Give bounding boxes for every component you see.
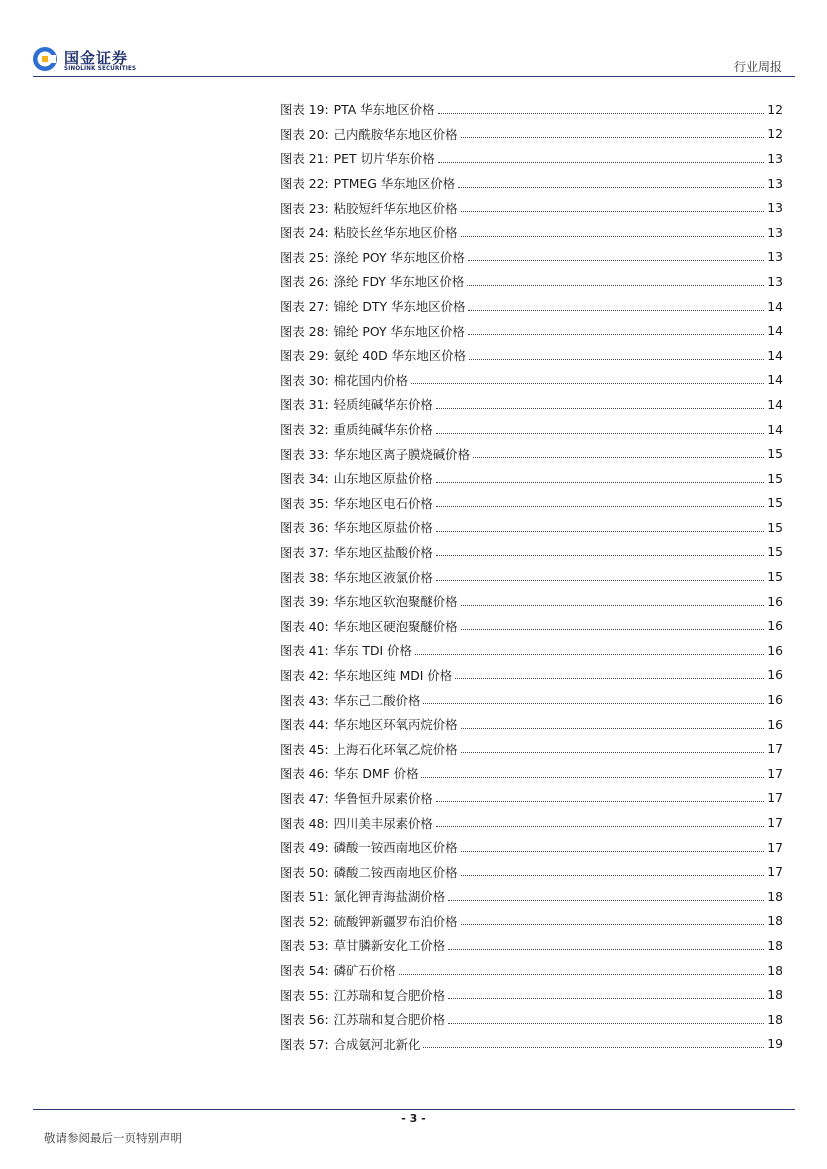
toc-entry-label: 图表 41: bbox=[280, 643, 329, 659]
toc-entry-title: 华东地区纯 MDI 价格 bbox=[333, 667, 453, 683]
toc-entry-page: 13 bbox=[767, 200, 783, 216]
footer-divider bbox=[33, 1109, 795, 1110]
toc-entry[interactable] bbox=[280, 171, 783, 196]
toc-dot-leader bbox=[448, 988, 764, 999]
toc-entry[interactable] bbox=[280, 982, 783, 1007]
toc-entry[interactable] bbox=[280, 122, 783, 147]
toc-dot-leader bbox=[468, 324, 764, 335]
toc-entry[interactable] bbox=[280, 318, 783, 343]
toc-dot-leader bbox=[458, 177, 764, 188]
toc-entry-label: 图表 36: bbox=[280, 520, 329, 536]
toc-entry-title: 华东地区软泡聚醚价格 bbox=[333, 594, 458, 610]
toc-entry-page: 16 bbox=[767, 642, 783, 658]
toc-entry-page: 17 bbox=[767, 741, 783, 757]
toc-entry-page: 18 bbox=[767, 987, 783, 1003]
toc-entry-label: 图表 35: bbox=[280, 495, 329, 511]
sinolink-logo-icon bbox=[32, 46, 58, 72]
toc-entry-label: 图表 45: bbox=[280, 741, 329, 757]
toc-dot-leader bbox=[423, 1037, 764, 1048]
toc-entry-page: 15 bbox=[767, 495, 783, 511]
toc-entry-page: 18 bbox=[767, 1011, 783, 1027]
toc-entry[interactable] bbox=[280, 269, 783, 294]
toc-dot-leader bbox=[436, 472, 764, 483]
toc-dot-leader bbox=[461, 914, 765, 925]
toc-dot-leader bbox=[467, 275, 764, 286]
toc-entry[interactable] bbox=[280, 441, 783, 466]
toc-entry-title: 氨纶 40D 华东地区价格 bbox=[333, 348, 466, 364]
toc-entry[interactable] bbox=[280, 245, 783, 270]
toc-entry-page: 17 bbox=[767, 839, 783, 855]
toc-entry-label: 图表 57: bbox=[280, 1036, 329, 1052]
toc-entry-label: 图表 28: bbox=[280, 323, 329, 339]
figure-list bbox=[280, 97, 783, 1056]
toc-entry-label: 图表 46: bbox=[280, 766, 329, 782]
toc-dot-leader bbox=[436, 545, 764, 556]
toc-dot-leader bbox=[436, 521, 764, 532]
toc-entry-page: 17 bbox=[767, 864, 783, 880]
toc-entry-page: 17 bbox=[767, 815, 783, 831]
toc-dot-leader bbox=[461, 841, 765, 852]
toc-entry-label: 图表 38: bbox=[280, 569, 329, 585]
toc-entry-title: 己内酰胺华东地区价格 bbox=[333, 126, 458, 142]
toc-entry-title: 草甘膦新安化工价格 bbox=[333, 938, 446, 954]
toc-entry-title: 江苏瑞和复合肥价格 bbox=[333, 987, 446, 1003]
toc-entry[interactable] bbox=[280, 761, 783, 786]
toc-entry-page: 18 bbox=[767, 888, 783, 904]
toc-entry[interactable] bbox=[280, 687, 783, 712]
toc-entry-page: 13 bbox=[767, 273, 783, 289]
toc-dot-leader bbox=[448, 1013, 764, 1024]
toc-dot-leader bbox=[421, 767, 764, 778]
toc-entry-page: 13 bbox=[767, 175, 783, 191]
toc-entry-title: 上海石化环氧乙烷价格 bbox=[333, 741, 458, 757]
header-divider bbox=[33, 76, 795, 77]
toc-entry-label: 图表 26: bbox=[280, 274, 329, 290]
toc-entry[interactable] bbox=[280, 810, 783, 835]
toc-entry-title: 氯化钾青海盐湖价格 bbox=[333, 889, 446, 905]
toc-entry-title: 磷酸二铵西南地区价格 bbox=[333, 864, 458, 880]
toc-entry-page: 14 bbox=[767, 323, 783, 339]
toc-entry[interactable] bbox=[280, 736, 783, 761]
toc-entry[interactable] bbox=[280, 613, 783, 638]
toc-entry-title: 山东地区原盐价格 bbox=[333, 471, 433, 487]
toc-entry-label: 图表 22: bbox=[280, 176, 329, 192]
toc-entry[interactable] bbox=[280, 835, 783, 860]
toc-dot-leader bbox=[436, 570, 764, 581]
toc-entry[interactable] bbox=[280, 417, 783, 442]
toc-entry-label: 图表 34: bbox=[280, 471, 329, 487]
toc-dot-leader bbox=[468, 250, 764, 261]
toc-dot-leader bbox=[436, 423, 764, 434]
toc-entry[interactable] bbox=[280, 294, 783, 319]
toc-entry[interactable] bbox=[280, 712, 783, 737]
toc-dot-leader bbox=[461, 742, 765, 753]
toc-entry-page: 16 bbox=[767, 618, 783, 634]
toc-entry-title: 华鲁恒升尿素价格 bbox=[333, 790, 433, 806]
toc-entry[interactable] bbox=[280, 859, 783, 884]
toc-dot-leader bbox=[448, 890, 764, 901]
toc-entry-page: 18 bbox=[767, 962, 783, 978]
toc-dot-leader bbox=[438, 152, 764, 163]
toc-entry-title: 四川美丰尿素价格 bbox=[333, 815, 433, 831]
toc-dot-leader bbox=[473, 447, 764, 458]
toc-entry-label: 图表 51: bbox=[280, 889, 329, 905]
toc-entry-title: 华东地区环氧丙烷价格 bbox=[333, 717, 458, 733]
toc-entry-title: 棉花国内价格 bbox=[333, 372, 409, 388]
toc-entry-label: 图表 37: bbox=[280, 544, 329, 560]
toc-dot-leader bbox=[469, 349, 764, 360]
toc-entry-page: 16 bbox=[767, 692, 783, 708]
toc-entry-page: 13 bbox=[767, 150, 783, 166]
toc-entry-page: 14 bbox=[767, 298, 783, 314]
toc-entry-title: 华东地区盐酸价格 bbox=[333, 544, 433, 560]
toc-entry-label: 图表 33: bbox=[280, 446, 329, 462]
toc-dot-leader bbox=[448, 939, 764, 950]
toc-entry-label: 图表 44: bbox=[280, 717, 329, 733]
toc-entry-title: 华东地区离子膜烧碱价格 bbox=[333, 446, 470, 462]
toc-dot-leader bbox=[436, 816, 764, 827]
toc-entry[interactable] bbox=[280, 786, 783, 811]
toc-entry-label: 图表 39: bbox=[280, 594, 329, 610]
toc-entry-title: PET 切片华东价格 bbox=[333, 151, 435, 167]
toc-entry-page: 17 bbox=[767, 765, 783, 781]
toc-dot-leader bbox=[438, 103, 765, 114]
toc-entry-page: 18 bbox=[767, 937, 783, 953]
toc-entry-page: 15 bbox=[767, 519, 783, 535]
toc-entry[interactable] bbox=[280, 1007, 783, 1032]
report-type-label: 行业周报 bbox=[733, 60, 782, 74]
toc-entry-label: 图表 20: bbox=[280, 126, 329, 142]
toc-entry-title: 华东地区原盐价格 bbox=[333, 520, 433, 536]
toc-entry-title: 华东地区硬泡聚醚价格 bbox=[333, 618, 458, 634]
toc-entry[interactable] bbox=[280, 195, 783, 220]
toc-entry-label: 图表 55: bbox=[280, 987, 329, 1003]
toc-entry[interactable] bbox=[280, 491, 783, 516]
toc-entry-title: 华东地区液氯价格 bbox=[333, 569, 433, 585]
toc-entry-page: 18 bbox=[767, 913, 783, 929]
toc-entry[interactable] bbox=[280, 663, 783, 688]
toc-dot-leader bbox=[461, 201, 765, 212]
toc-dot-leader bbox=[468, 300, 764, 311]
toc-entry-label: 图表 25: bbox=[280, 249, 329, 265]
toc-entry-title: 锦纶 POY 华东地区价格 bbox=[333, 323, 465, 339]
toc-entry-title: 轻质纯碱华东价格 bbox=[333, 397, 433, 413]
toc-entry-label: 图表 49: bbox=[280, 840, 329, 856]
toc-entry-label: 图表 32: bbox=[280, 422, 329, 438]
toc-entry-label: 图表 54: bbox=[280, 963, 329, 979]
toc-entry[interactable] bbox=[280, 220, 783, 245]
toc-entry-page: 14 bbox=[767, 347, 783, 363]
toc-entry[interactable] bbox=[280, 368, 783, 393]
toc-entry[interactable] bbox=[280, 933, 783, 958]
toc-entry-label: 图表 19: bbox=[280, 102, 329, 118]
toc-entry-label: 图表 43: bbox=[280, 692, 329, 708]
toc-dot-leader bbox=[455, 668, 764, 679]
toc-entry-page: 14 bbox=[767, 372, 783, 388]
toc-entry-title: 合成氨河北新化 bbox=[333, 1036, 421, 1052]
toc-entry-page: 19 bbox=[767, 1036, 783, 1052]
toc-entry[interactable] bbox=[280, 638, 783, 663]
toc-entry-label: 图表 42: bbox=[280, 667, 329, 683]
page-number: - 3 - bbox=[401, 1112, 426, 1125]
page-header bbox=[0, 0, 827, 80]
toc-entry[interactable] bbox=[280, 466, 783, 491]
toc-entry-title: 粘胶长丝华东地区价格 bbox=[333, 225, 458, 241]
toc-entry[interactable] bbox=[280, 146, 783, 171]
toc-entry-title: 重质纯碱华东价格 bbox=[333, 422, 433, 438]
toc-entry-label: 图表 31: bbox=[280, 397, 329, 413]
toc-entry-label: 图表 52: bbox=[280, 913, 329, 929]
toc-entry[interactable] bbox=[280, 589, 783, 614]
toc-entry-label: 图表 56: bbox=[280, 1012, 329, 1028]
toc-entry-label: 图表 29: bbox=[280, 348, 329, 364]
logo-text-cn: 国金证券 bbox=[64, 49, 129, 67]
toc-entry-title: 涤纶 POY 华东地区价格 bbox=[333, 249, 465, 265]
toc-entry-label: 图表 48: bbox=[280, 815, 329, 831]
toc-dot-leader bbox=[436, 496, 764, 507]
toc-dot-leader bbox=[461, 718, 765, 729]
toc-entry-title: 华东 DMF 价格 bbox=[333, 766, 419, 782]
toc-dot-leader bbox=[461, 865, 765, 876]
toc-entry[interactable] bbox=[280, 958, 783, 983]
toc-dot-leader bbox=[461, 127, 765, 138]
toc-entry-title: 磷酸一铵西南地区价格 bbox=[333, 840, 458, 856]
toc-entry-label: 图表 24: bbox=[280, 225, 329, 241]
toc-entry-page: 12 bbox=[767, 101, 783, 117]
toc-entry[interactable] bbox=[280, 392, 783, 417]
toc-dot-leader bbox=[436, 791, 764, 802]
toc-entry-label: 图表 53: bbox=[280, 938, 329, 954]
toc-entry-title: PTA 华东地区价格 bbox=[333, 102, 435, 118]
toc-entry-page: 15 bbox=[767, 446, 783, 462]
logo-text-en: SINOLINK SECURITIES bbox=[64, 65, 137, 72]
toc-entry-label: 图表 40: bbox=[280, 618, 329, 634]
toc-entry-title: 锦纶 DTY 华东地区价格 bbox=[333, 299, 466, 315]
toc-entry-page: 17 bbox=[767, 790, 783, 806]
toc-entry-page: 15 bbox=[767, 470, 783, 486]
toc-dot-leader bbox=[399, 964, 765, 975]
toc-entry-page: 14 bbox=[767, 421, 783, 437]
toc-entry[interactable] bbox=[280, 540, 783, 565]
sinolink-logo bbox=[32, 46, 172, 76]
toc-dot-leader bbox=[415, 644, 764, 655]
toc-entry-page: 15 bbox=[767, 569, 783, 585]
toc-entry[interactable] bbox=[280, 884, 783, 909]
toc-entry-page: 16 bbox=[767, 667, 783, 683]
toc-entry-page: 16 bbox=[767, 593, 783, 609]
toc-entry-title: 磷矿石价格 bbox=[333, 963, 396, 979]
footer-disclaimer: 敬请参阅最后一页特别声明 bbox=[44, 1131, 182, 1145]
toc-entry-label: 图表 27: bbox=[280, 299, 329, 315]
toc-entry-title: 涤纶 FDY 华东地区价格 bbox=[333, 274, 465, 290]
toc-entry-title: 华东地区电石价格 bbox=[333, 495, 433, 511]
toc-entry-title: 江苏瑞和复合肥价格 bbox=[333, 1012, 446, 1028]
toc-entry[interactable] bbox=[280, 343, 783, 368]
toc-entry-title: 硫酸钾新疆罗布泊价格 bbox=[333, 913, 458, 929]
toc-entry-label: 图表 23: bbox=[280, 200, 329, 216]
toc-dot-leader bbox=[461, 595, 765, 606]
toc-entry-page: 13 bbox=[767, 224, 783, 240]
toc-dot-leader bbox=[461, 226, 765, 237]
toc-dot-leader bbox=[423, 693, 764, 704]
toc-entry[interactable] bbox=[280, 564, 783, 589]
toc-entry-title: 华东己二酸价格 bbox=[333, 692, 421, 708]
toc-entry[interactable] bbox=[280, 909, 783, 934]
toc-entry[interactable] bbox=[280, 515, 783, 540]
toc-entry-page: 14 bbox=[767, 396, 783, 412]
toc-entry-label: 图表 30: bbox=[280, 372, 329, 388]
toc-entry[interactable] bbox=[280, 97, 783, 122]
toc-dot-leader bbox=[411, 373, 764, 384]
toc-dot-leader bbox=[436, 398, 764, 409]
toc-entry-label: 图表 50: bbox=[280, 864, 329, 880]
toc-entry-page: 13 bbox=[767, 249, 783, 265]
toc-entry-page: 12 bbox=[767, 126, 783, 142]
toc-entry-page: 16 bbox=[767, 716, 783, 732]
toc-entry-title: PTMEG 华东地区价格 bbox=[333, 176, 456, 192]
toc-entry[interactable] bbox=[280, 1032, 783, 1057]
toc-entry-label: 图表 47: bbox=[280, 790, 329, 806]
toc-dot-leader bbox=[461, 619, 765, 630]
toc-entry-title: 粘胶短纤华东地区价格 bbox=[333, 200, 458, 216]
toc-entry-title: 华东 TDI 价格 bbox=[333, 643, 412, 659]
toc-entry-page: 15 bbox=[767, 544, 783, 560]
toc-entry-label: 图表 21: bbox=[280, 151, 329, 167]
